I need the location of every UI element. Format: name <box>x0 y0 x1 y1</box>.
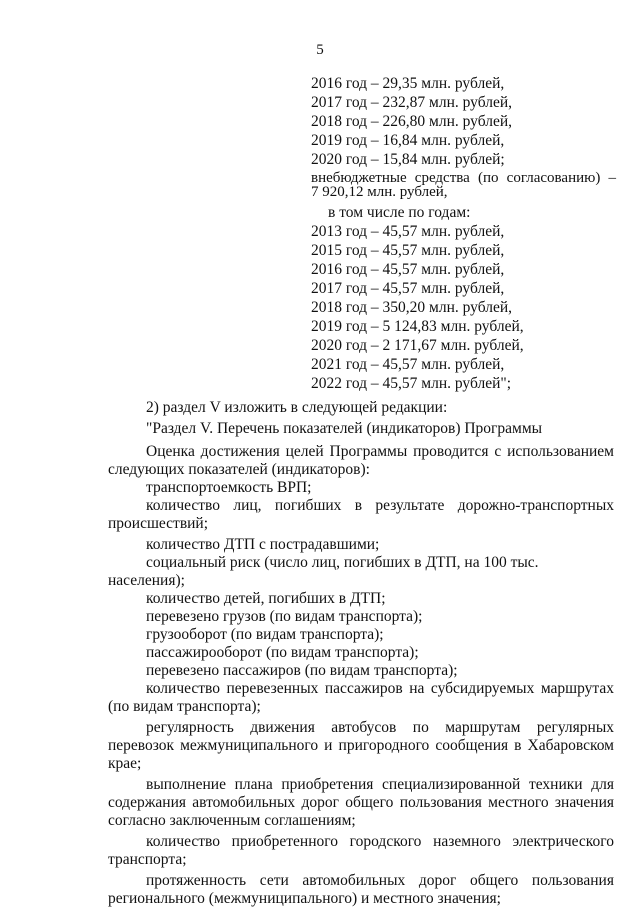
evaluation-paragraph: Оценка достижения целей Программы проводится с использованием следующих показателей (индикаторов): <box>108 443 614 478</box>
budget-line: 2019 год – 5 124,83 млн. рублей, <box>311 318 524 335</box>
offbudget-amount: 7 920,12 млн. рублей, <box>311 184 448 200</box>
budget-line: 2019 год – 16,84 млн. рублей, <box>311 132 505 149</box>
budget-block <box>311 74 616 393</box>
budget-line: 2018 год – 226,80 млн. рублей, <box>311 113 513 130</box>
budget-line: 2022 год – 45,57 млн. рублей"; <box>311 375 512 392</box>
offbudget-line: внебюджетные средства (по согласованию) – <box>311 170 616 186</box>
budget-line: 2018 год – 350,20 млн. рублей, <box>311 299 513 316</box>
indicator-item: выполнение плана приобретения специализированной техники для содержания автомобильных дорог общего пользования местного значения согласно заключенным соглашениям; <box>108 776 614 829</box>
budget-line: 2016 год – 45,57 млн. рублей, <box>311 261 505 278</box>
indicator-item: количество перевезенных пассажиров на субсидируемых маршрутах (по видам транспорта); <box>108 680 614 715</box>
budget-line: 2013 год – 45,57 млн. рублей, <box>311 223 505 240</box>
budget-line: 2020 год – 15,84 млн. рублей; <box>311 151 505 168</box>
budget-line: 2021 год – 45,57 млн. рублей, <box>311 356 505 373</box>
section-intro: 2) раздел V изложить в следующей редакции: <box>146 399 448 416</box>
budget-line: 2020 год – 2 171,67 млн. рублей, <box>311 337 524 354</box>
section-title: "Раздел V. Перечень показателей (индикаторов) Программы <box>146 420 543 437</box>
indicator-item: пассажирооборот (по видам транспорта); <box>146 644 419 661</box>
indicator-item: перевезено грузов (по видам транспорта); <box>146 608 423 625</box>
budget-line: 2015 год – 45,57 млн. рублей, <box>311 242 505 259</box>
indicator-item: количество ДТП с пострадавшими; <box>146 536 380 553</box>
indicator-item: перевезено пассажиров (по видам транспорта); <box>146 662 458 679</box>
page-number: 5 <box>316 42 324 58</box>
budget-line: 2017 год – 45,57 млн. рублей, <box>311 280 505 297</box>
document-body <box>108 399 614 908</box>
budget-line: 2016 год – 29,35 млн. рублей, <box>311 75 505 92</box>
budget-line: 2017 год – 232,87 млн. рублей, <box>311 94 513 111</box>
indicator-item: грузооборот (по видам транспорта); <box>146 626 384 643</box>
indicator-item: транспортоемкость ВРП; <box>146 479 312 496</box>
indicator-item: количество приобретенного городского наземного электрического транспорта; <box>108 833 614 868</box>
indicator-item: протяженность сети автомобильных дорог общего пользования регионального (межмуниципального) и местного значения; <box>108 872 614 907</box>
indicator-item: социальный риск (число лиц, погибших в ДТП, на 100 тыс. населения); <box>108 554 539 589</box>
indicator-item: регулярность движения автобусов по маршрутам регулярных перевозок межмуниципального и пригородного сообщения в Хабаровском крае; <box>108 719 614 772</box>
indicator-item: количество лиц, погибших в результате дорожно-транспортных происшествий; <box>108 497 614 532</box>
indicator-item: количество детей, погибших в ДТП; <box>146 590 386 607</box>
years-title: в том числе по годам: <box>328 204 471 221</box>
